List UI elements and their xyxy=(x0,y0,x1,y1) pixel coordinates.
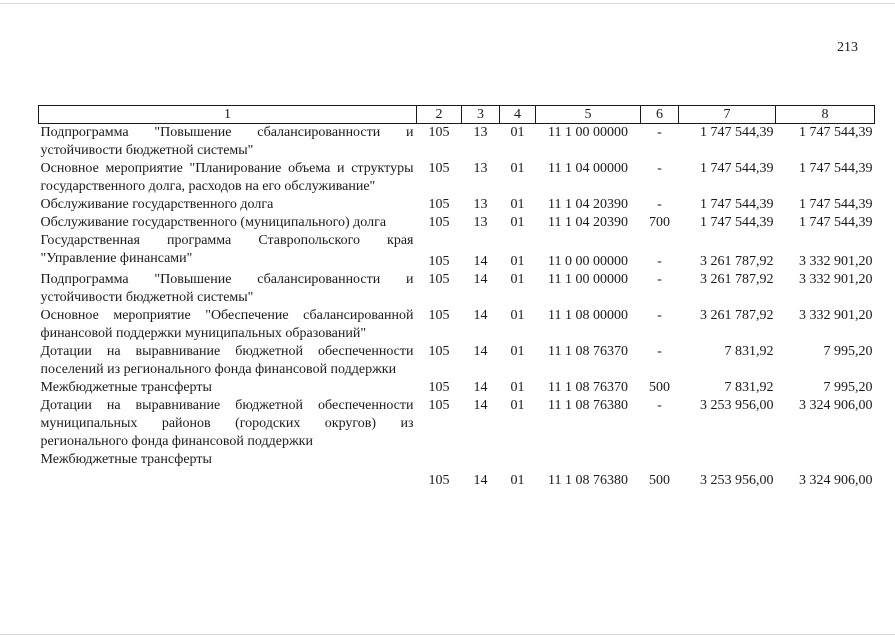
row-col-7: 3 261 787,92 xyxy=(700,272,774,287)
row-name: Обслуживание государственного (муниципального) долга xyxy=(40,215,387,230)
row-col-7: 1 747 544,39 xyxy=(700,197,774,212)
row-col-4: 01 xyxy=(510,161,525,176)
row-col-8: 7 995,20 xyxy=(823,344,873,359)
row-col-7: 7 831,92 xyxy=(724,380,774,395)
page-number: 213 xyxy=(837,40,858,55)
row-col-8: 3 324 906,00 xyxy=(799,473,873,488)
row-name: Обслуживание государственного долга xyxy=(40,197,274,212)
row-col-5: 11 1 04 20390 xyxy=(548,197,628,212)
row-col-2: 105 xyxy=(428,344,450,359)
row-name: Подпрограмма "Повышение сбалансированности и устойчивости бюджетной системы" xyxy=(40,125,414,158)
column-header: 6 xyxy=(641,106,679,124)
row-col-6: - xyxy=(657,398,662,413)
row-col-3: 13 xyxy=(473,197,488,212)
column-header: 4 xyxy=(500,106,536,124)
table-row xyxy=(39,232,875,271)
row-col-4: 01 xyxy=(510,398,525,413)
row-col-5: 11 1 08 76380 xyxy=(548,473,628,488)
table-row xyxy=(39,307,875,343)
row-col-4: 01 xyxy=(510,215,525,230)
row-col-5: 11 1 08 76380 xyxy=(548,398,628,413)
row-col-3: 14 xyxy=(473,398,488,413)
column-header: 8 xyxy=(776,106,875,124)
row-col-5: 11 0 00 00000 xyxy=(548,254,628,269)
row-col-6: - xyxy=(657,161,662,176)
table-row xyxy=(39,397,875,451)
row-col-7: 3 261 787,92 xyxy=(700,308,774,323)
row-col-2: 105 xyxy=(428,197,450,212)
row-col-8: 1 747 544,39 xyxy=(799,125,873,140)
row-col-3: 13 xyxy=(473,215,488,230)
row-col-2: 105 xyxy=(428,254,450,269)
row-name: Основное мероприятие "Планирование объема и структуры государственного долга, расходов на его обслуживание" xyxy=(40,161,414,194)
row-col-5: 11 1 08 76370 xyxy=(548,344,628,359)
row-col-7: 1 747 544,39 xyxy=(700,215,774,230)
row-col-2: 105 xyxy=(428,125,450,140)
column-header: 5 xyxy=(536,106,641,124)
column-header: 2 xyxy=(417,106,462,124)
row-col-4: 01 xyxy=(510,344,525,359)
row-col-4: 01 xyxy=(510,308,525,323)
row-col-6: 500 xyxy=(649,380,670,395)
row-col-8: 1 747 544,39 xyxy=(799,161,873,176)
row-col-7: 7 831,92 xyxy=(724,344,774,359)
row-col-8: 3 332 901,20 xyxy=(799,272,873,287)
row-col-7: 1 747 544,39 xyxy=(700,161,774,176)
row-col-5: 11 1 04 00000 xyxy=(548,161,628,176)
row-col-8: 1 747 544,39 xyxy=(799,215,873,230)
row-name: Дотации на выравнивание бюджетной обеспеченности поселений из регионального фонда финансовой поддержки xyxy=(40,344,414,377)
table-row xyxy=(39,124,875,161)
row-col-3: 14 xyxy=(473,254,488,269)
row-col-2: 105 xyxy=(428,308,450,323)
row-col-3: 14 xyxy=(473,380,488,395)
column-header: 3 xyxy=(462,106,500,124)
budget-table xyxy=(38,105,875,490)
row-col-6: - xyxy=(657,308,662,323)
table-row xyxy=(39,451,875,490)
table-row xyxy=(39,343,875,379)
row-col-6: - xyxy=(657,344,662,359)
row-col-3: 14 xyxy=(473,308,488,323)
row-col-5: 11 1 08 00000 xyxy=(548,308,628,323)
row-name: Межбюджетные трансферты xyxy=(40,452,212,467)
row-col-5: 11 1 00 00000 xyxy=(548,272,628,287)
row-name: Подпрограмма "Повышение сбалансированности и устойчивости бюджетной системы" xyxy=(40,272,414,305)
row-col-7: 3 261 787,92 xyxy=(700,254,774,269)
column-header: 7 xyxy=(679,106,776,124)
row-col-2: 105 xyxy=(428,380,450,395)
scan-edge-bottom xyxy=(0,634,895,635)
row-col-2: 105 xyxy=(428,161,450,176)
column-header: 1 xyxy=(39,106,417,124)
row-col-5: 11 1 00 00000 xyxy=(548,125,628,140)
row-col-2: 105 xyxy=(428,473,450,488)
row-col-2: 105 xyxy=(428,398,450,413)
row-col-7: 3 253 956,00 xyxy=(700,398,774,413)
row-col-6: - xyxy=(657,197,662,212)
row-col-3: 14 xyxy=(473,344,488,359)
table-row xyxy=(39,379,875,397)
row-col-6: - xyxy=(657,272,662,287)
table-row xyxy=(39,160,875,196)
row-col-4: 01 xyxy=(510,380,525,395)
row-col-4: 01 xyxy=(510,473,525,488)
row-col-8: 1 747 544,39 xyxy=(799,197,873,212)
row-col-7: 1 747 544,39 xyxy=(700,125,774,140)
row-col-8: 3 332 901,20 xyxy=(799,308,873,323)
table-header-row xyxy=(39,106,875,124)
row-col-4: 01 xyxy=(510,254,525,269)
row-col-3: 13 xyxy=(473,125,488,140)
row-col-3: 14 xyxy=(473,473,488,488)
row-col-6: - xyxy=(657,125,662,140)
row-col-6: 500 xyxy=(649,473,670,488)
table-row xyxy=(39,271,875,307)
row-col-4: 01 xyxy=(510,272,525,287)
row-col-2: 105 xyxy=(428,272,450,287)
row-name: Межбюджетные трансферты xyxy=(40,380,212,395)
scan-edge-top xyxy=(0,3,895,4)
table-row xyxy=(39,196,875,214)
row-col-3: 14 xyxy=(473,272,488,287)
row-col-6: 700 xyxy=(649,215,670,230)
row-col-7: 3 253 956,00 xyxy=(700,473,774,488)
row-col-5: 11 1 04 20390 xyxy=(548,215,628,230)
row-col-8: 7 995,20 xyxy=(823,380,873,395)
row-name: Дотации на выравнивание бюджетной обеспеченности муниципальных районов (городских округов) из регионального фонда финансовой поддержки xyxy=(40,398,414,449)
row-col-4: 01 xyxy=(510,197,525,212)
row-col-8: 3 324 906,00 xyxy=(799,398,873,413)
row-col-5: 11 1 08 76370 xyxy=(548,380,628,395)
row-name: Государственная программа Ставропольского края "Управление финансами" xyxy=(40,233,414,266)
row-col-3: 13 xyxy=(473,161,488,176)
row-col-6: - xyxy=(657,254,662,269)
row-col-2: 105 xyxy=(428,215,450,230)
table-row xyxy=(39,214,875,232)
row-name: Основное мероприятие "Обеспечение сбалансированной финансовой поддержки муниципальных образований" xyxy=(40,308,414,341)
row-col-4: 01 xyxy=(510,125,525,140)
row-col-8: 3 332 901,20 xyxy=(799,254,873,269)
